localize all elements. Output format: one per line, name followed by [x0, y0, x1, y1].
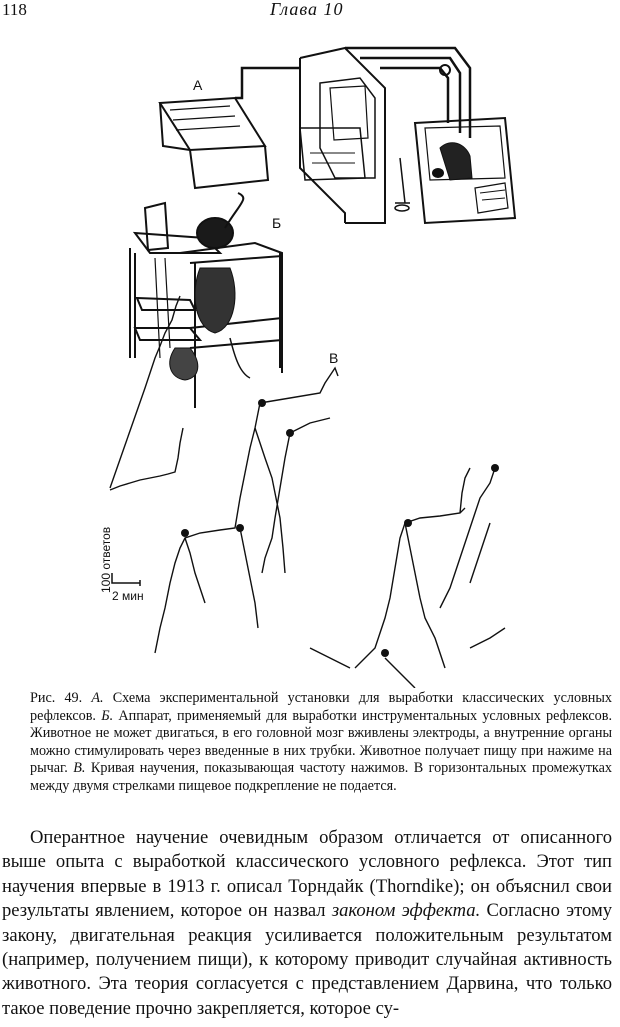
panel-b-apparatus-drawing	[130, 193, 282, 408]
figure-caption	[30, 690, 612, 796]
page-header	[0, 0, 620, 22]
figure-49	[0, 28, 620, 688]
body-paragraph	[2, 826, 612, 1021]
caption-c-letter: В.	[73, 760, 86, 777]
caption-a-text: Схема экспериментальной установки для выработки классических условных рефлексов.	[30, 690, 612, 724]
body-term-law-of-effect: законом эффекта.	[331, 900, 481, 922]
chapter-title: Глава 10	[270, 0, 344, 19]
panel-c-learning-curves	[110, 296, 505, 688]
page-number: 118	[2, 0, 27, 19]
caption-label: Рис. 49.	[30, 690, 83, 706]
figure-illustration	[0, 28, 620, 688]
x-axis-label: 2 мин	[112, 589, 144, 603]
panel-label-c: В	[329, 350, 339, 366]
panel-label-b: Б	[272, 215, 282, 231]
caption-c-text: Кривая научения, показывающая частоту нажимов. В горизонтальных промежутках между двумя стрелками пищевое подкрепление не подается.	[30, 760, 612, 794]
caption-b-text: Аппарат, применяемый для выработки инструментальных условных рефлексов. Животное не может двигаться, в его головной мозг вживлены электроды, а внутренние органы можно стимулировать через введенные в них трубки. Животное получает пищу при нажиме на рычаг.	[30, 707, 613, 777]
caption-b-letter: Б.	[101, 707, 114, 724]
panel-label-a: А	[193, 77, 203, 93]
y-axis-label: 100 ответов	[99, 526, 113, 593]
caption-a-letter: А.	[91, 690, 104, 706]
panel-c-markers	[181, 399, 499, 657]
scale-bars	[112, 573, 140, 586]
panel-a-console-drawing	[160, 68, 300, 188]
body-text-part2: Согласно этому закону, двигательная реакция усиливается положительным результатом (например, получением пищи), к которому приводит случайная активность животного. Эта теория согласуется с представлением Дарвина, что только такое поведение прочно закрепляется, которое су-	[2, 900, 613, 1019]
panel-a-chamber-drawing	[300, 48, 515, 223]
body-text-part1: Оперантное научение очевидным образом отличается от описанного выше опыта с выработкой классического условного рефлекса. Этот тип научения впервые в 1913 г. описал Торндайк (Thorndike); он объяснил свои результаты явлением, которое он назвал	[2, 827, 612, 922]
